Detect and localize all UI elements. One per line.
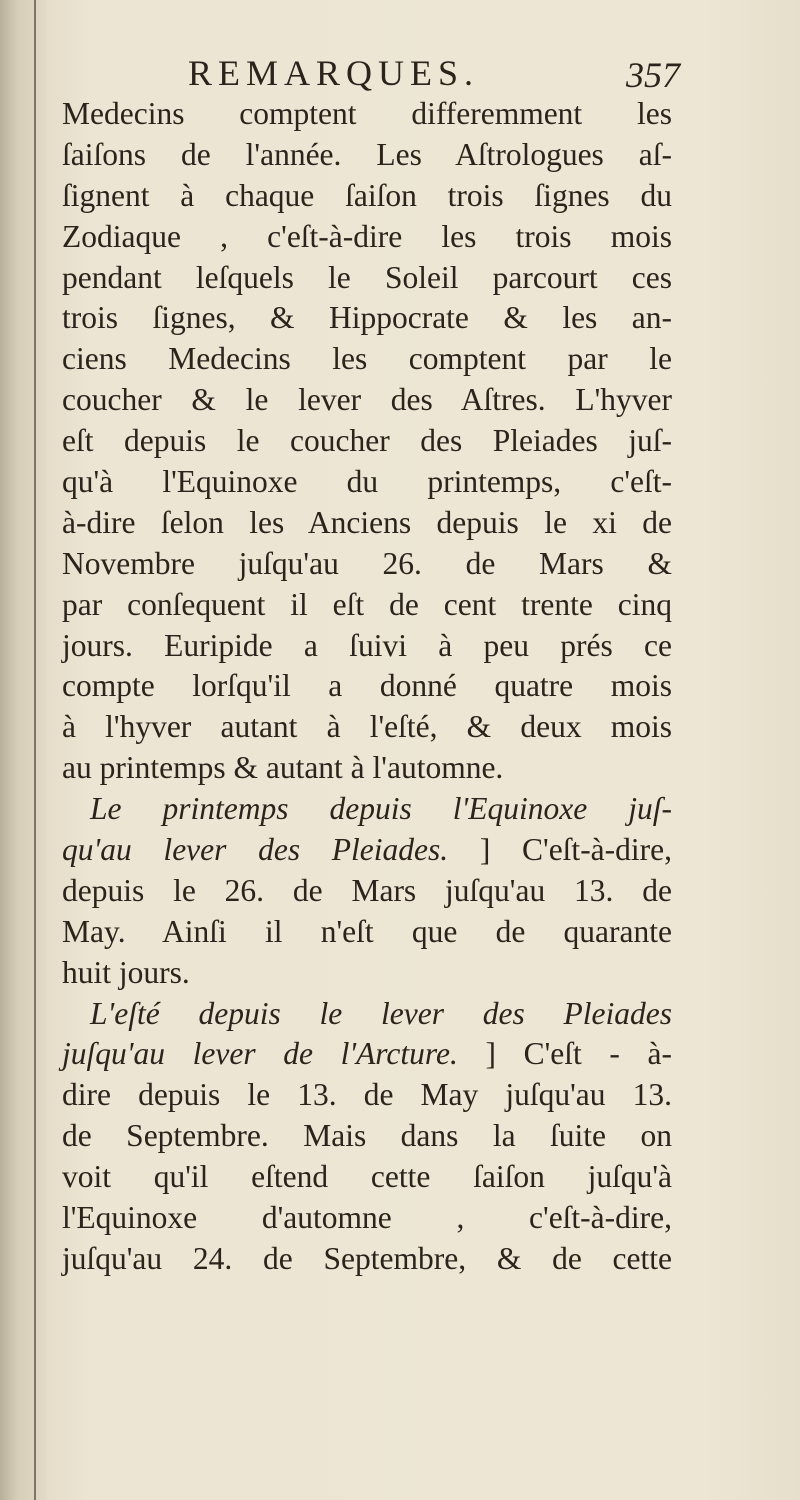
- binding-edge: [34, 0, 36, 1500]
- text-line: de Septembre. Mais dans la ſuite on: [62, 1118, 672, 1154]
- lemma-text: qu'au lever des Pleiades.: [62, 832, 449, 868]
- text-line: pendant leſquels le Soleil parcourt ces: [62, 259, 672, 295]
- page-number: 357: [626, 55, 680, 95]
- text-line: ſaiſons de l'année. Les Aſtrologues aſ-: [62, 136, 672, 172]
- text-line: coucher & le lever des Aſtres. L'hyver: [62, 382, 672, 418]
- commentary-text: ] C'eſt - à-: [485, 1036, 672, 1072]
- text-line: May. Ainſi il n'eſt que de quarante: [62, 913, 672, 949]
- text-line: dire depuis le 13. de May juſqu'au 13.: [62, 1077, 672, 1113]
- text-line: [62, 830, 672, 871]
- text-line: ſignent à chaque ſaiſon trois ſignes du: [62, 177, 672, 213]
- commentary-text: ] C'eſt-à-dire,: [479, 832, 672, 868]
- text-line: [62, 1034, 672, 1075]
- text-line: juſqu'au 24. de Septembre, & de cette: [62, 1240, 672, 1276]
- running-head: REMARQUES.: [188, 53, 480, 93]
- text-line: ciens Medecins les comptent par le: [62, 341, 672, 377]
- lemma-line: Le printemps depuis l'Equinoxe juſ-: [90, 791, 672, 827]
- page-header: [80, 48, 680, 98]
- text-line: voit qu'il eſtend cette ſaiſon juſqu'à: [62, 1159, 672, 1195]
- text-line: à-dire ſelon les Anciens depuis le xi de: [62, 504, 672, 540]
- text-line: par conſequent il eſt de cent trente cinq: [62, 586, 672, 622]
- lemma-text: juſqu'au lever de l'Arcture.: [62, 1036, 458, 1072]
- text-line: Novembre juſqu'au 26. de Mars &: [62, 545, 672, 581]
- lemma-line: L'eſté depuis le lever des Pleiades: [90, 995, 672, 1031]
- text-line: Medecins comptent differemment les: [62, 96, 672, 131]
- page-gutter: [0, 0, 46, 1500]
- text-line: l'Equinoxe d'automne , c'eſt-à-dire,: [62, 1200, 672, 1236]
- text-line: trois ſignes, & Hippocrate & les an-: [62, 300, 672, 336]
- text-line: compte lorſqu'il a donné quatre mois: [62, 668, 672, 704]
- text-line: qu'à l'Equinoxe du printemps, c'eſt-: [62, 464, 672, 500]
- text-line: huit jours.: [62, 954, 190, 990]
- text-line: Zodiaque , c'eſt-à-dire les trois mois: [62, 218, 672, 254]
- text-line: jours. Euripide a ſuivi à peu prés ce: [62, 627, 672, 663]
- text-line: depuis le 26. de Mars juſqu'au 13. de: [62, 872, 672, 908]
- text-line: au printemps & autant à l'automne.: [62, 750, 504, 786]
- text-line: à l'hyver autant à l'eſté, & deux mois: [62, 709, 672, 745]
- text-line: eſt depuis le coucher des Pleiades juſ-: [62, 423, 672, 459]
- body-text: [62, 94, 672, 1280]
